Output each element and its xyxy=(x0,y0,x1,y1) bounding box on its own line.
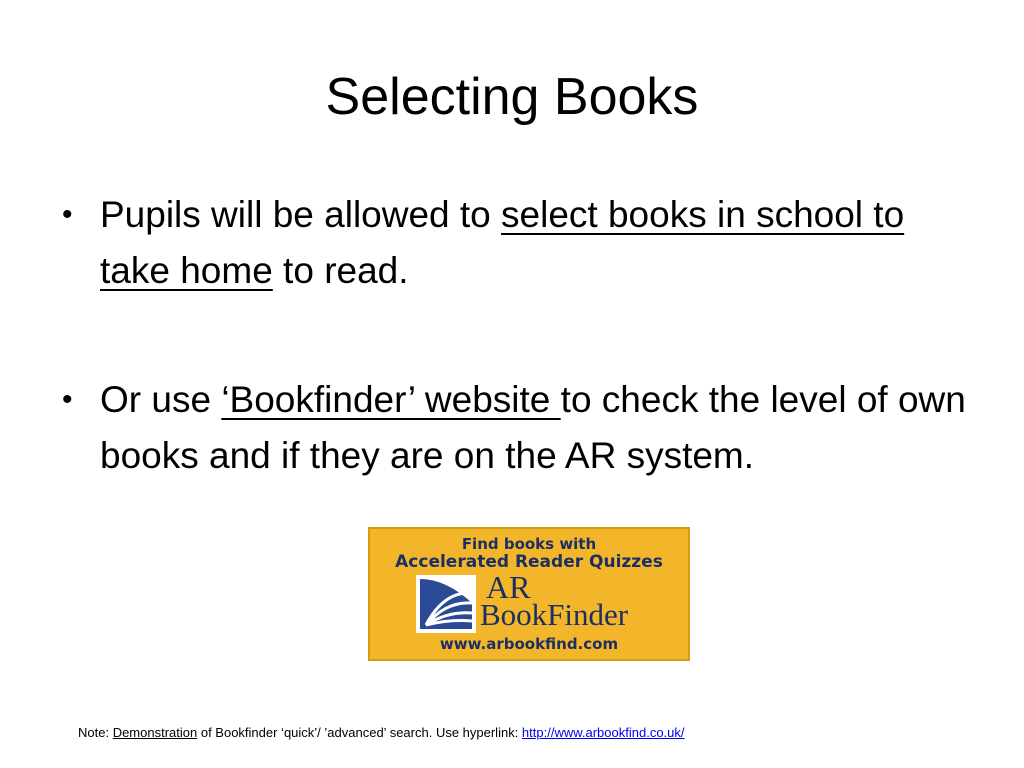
book-pages-icon xyxy=(416,575,476,633)
note-middle: of Bookfinder ‘quick’/ ’advanced’ search. Use hyperlink: xyxy=(197,725,522,740)
note-prefix: Note: xyxy=(78,725,113,740)
logo-brand-ar: AR xyxy=(486,569,531,605)
note-underlined: Demonstration xyxy=(112,725,198,740)
bullet-text-before: Or use xyxy=(100,379,222,420)
logo-tagline: Find books with xyxy=(461,535,597,553)
logo-brand-name: BookFinder xyxy=(480,597,629,632)
logo-url: www.arbookfind.com xyxy=(439,635,619,653)
ar-bookfinder-logo xyxy=(368,527,690,661)
bullet-text-before: Pupils will be allowed to xyxy=(100,194,502,235)
bullet-dot-icon: • xyxy=(62,198,73,231)
bullet-text-underlined: ‘Bookfinder’ website xyxy=(221,379,561,420)
slide-note xyxy=(78,724,685,742)
logo-subtagline: Accelerated Reader Quizzes xyxy=(395,552,663,572)
bullet-text xyxy=(100,187,972,299)
bullet-text-after: to check the level of own books and if they are on the AR system. xyxy=(100,379,966,476)
slide-title: Selecting Books xyxy=(325,68,699,126)
bullet-item xyxy=(62,372,972,484)
bullet-dot-icon: • xyxy=(62,383,73,416)
bullet-text-underlined: select books in school to take home xyxy=(100,194,905,291)
bullet-item xyxy=(62,187,972,299)
bullet-text-after: to read. xyxy=(272,250,409,291)
bookfinder-link[interactable]: http://www.arbookfind.co.uk/ xyxy=(521,725,685,740)
bullet-text xyxy=(100,372,972,484)
